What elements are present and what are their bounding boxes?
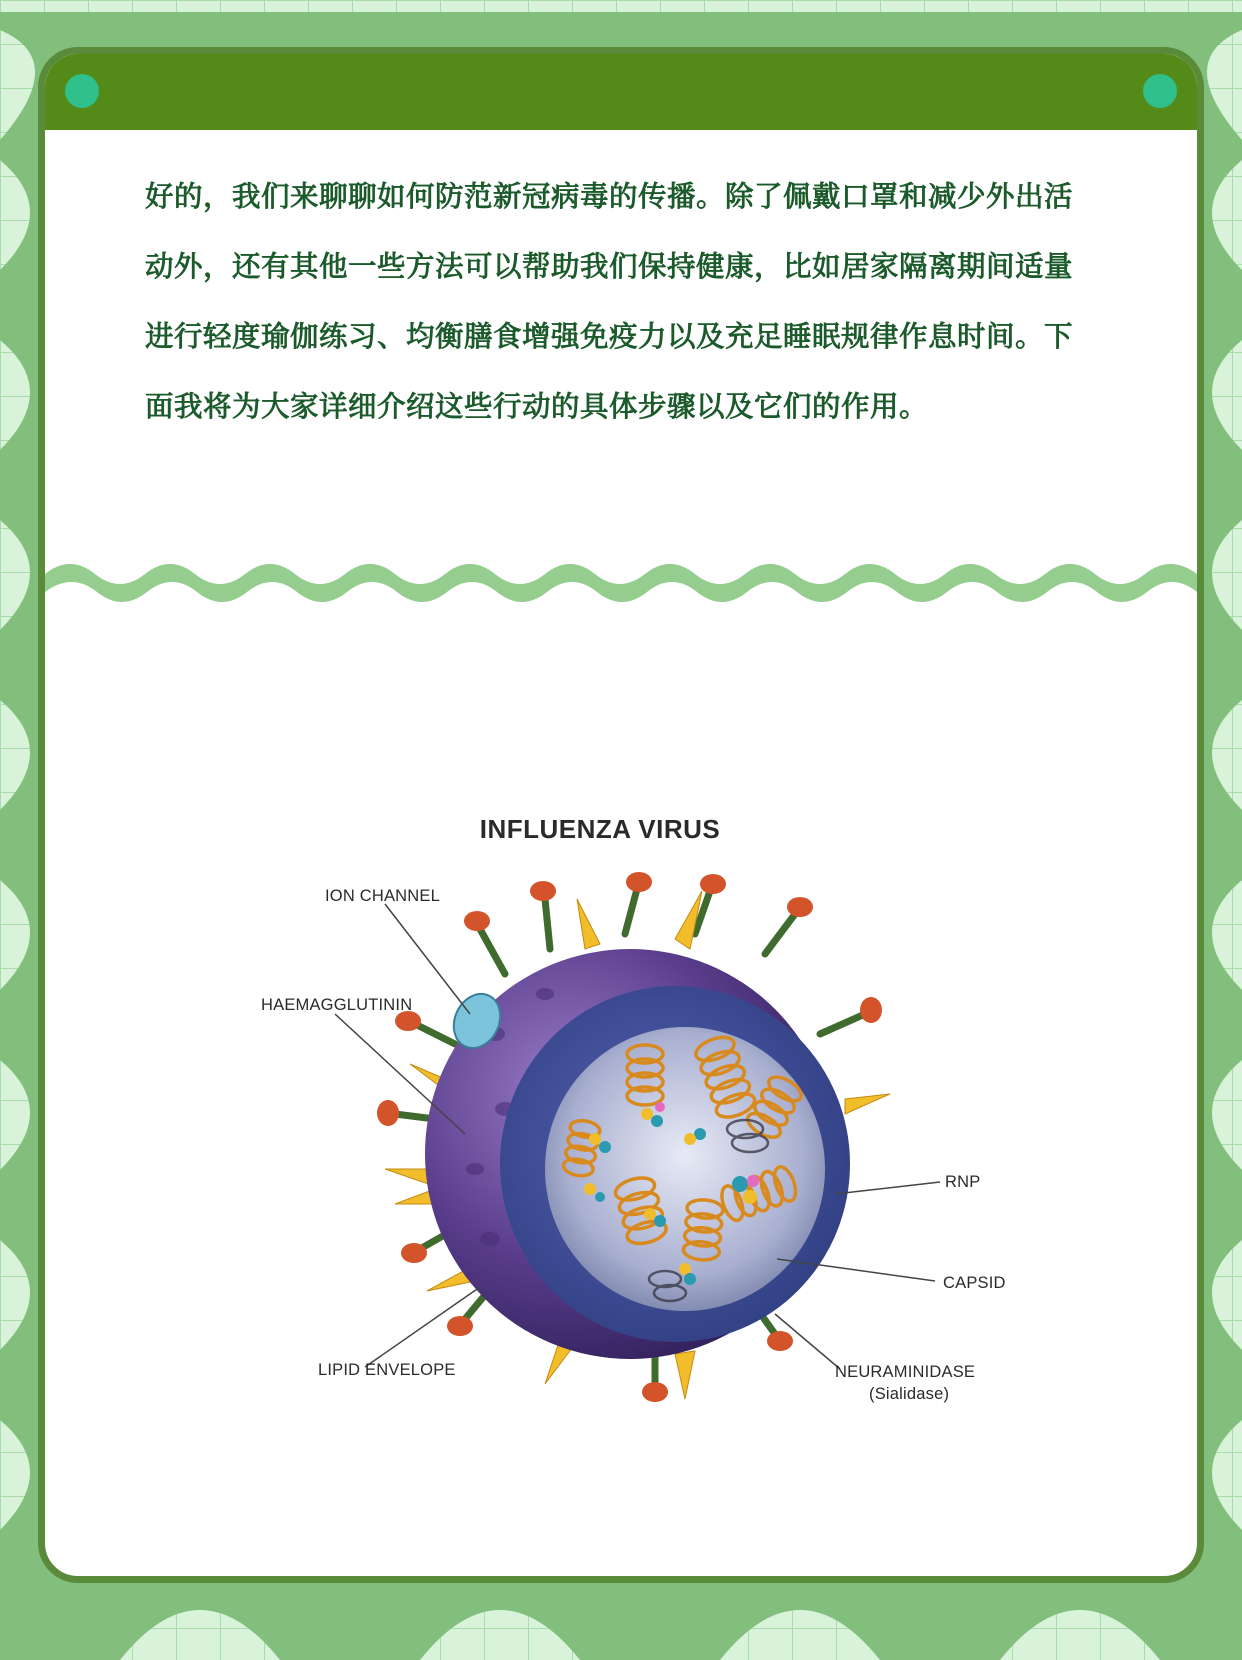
- intro-paragraph: 好的，我们来聊聊如何防范新冠病毒的传播。除了佩戴口罩和减少外出活动外，还有其他一些方法可以帮助我们保持健康，比如居家隔离期间适量进行轻度瑜伽练习、均衡膳食增强免疫力以及充足睡眠规律作息时间。下面我将为大家详细介绍这些行动的具体步骤以及它们的作用。: [145, 180, 1074, 423]
- diagram-title: INFLUENZA VIRUS: [479, 814, 721, 844]
- label-neuraminidase: NEURAMINIDASE: [835, 1363, 976, 1381]
- virus-illustration: [205, 809, 1105, 1509]
- label-sialidase: (Sialidase): [869, 1385, 950, 1403]
- card-header: [45, 54, 1197, 130]
- header-dot-left: [65, 74, 99, 108]
- content-card: [38, 47, 1204, 1583]
- influenza-diagram: [205, 809, 1105, 1509]
- label-rnp: RNP: [945, 1173, 981, 1191]
- label-haemagglutinin: HAEMAGGLUTININ: [261, 996, 413, 1014]
- wave-divider: [45, 544, 1197, 604]
- label-lipid-envelope: LIPID ENVELOPE: [318, 1361, 456, 1379]
- label-capsid: CAPSID: [943, 1274, 1006, 1292]
- label-ion-channel: ION CHANNEL: [325, 887, 440, 905]
- header-dot-right: [1143, 74, 1177, 108]
